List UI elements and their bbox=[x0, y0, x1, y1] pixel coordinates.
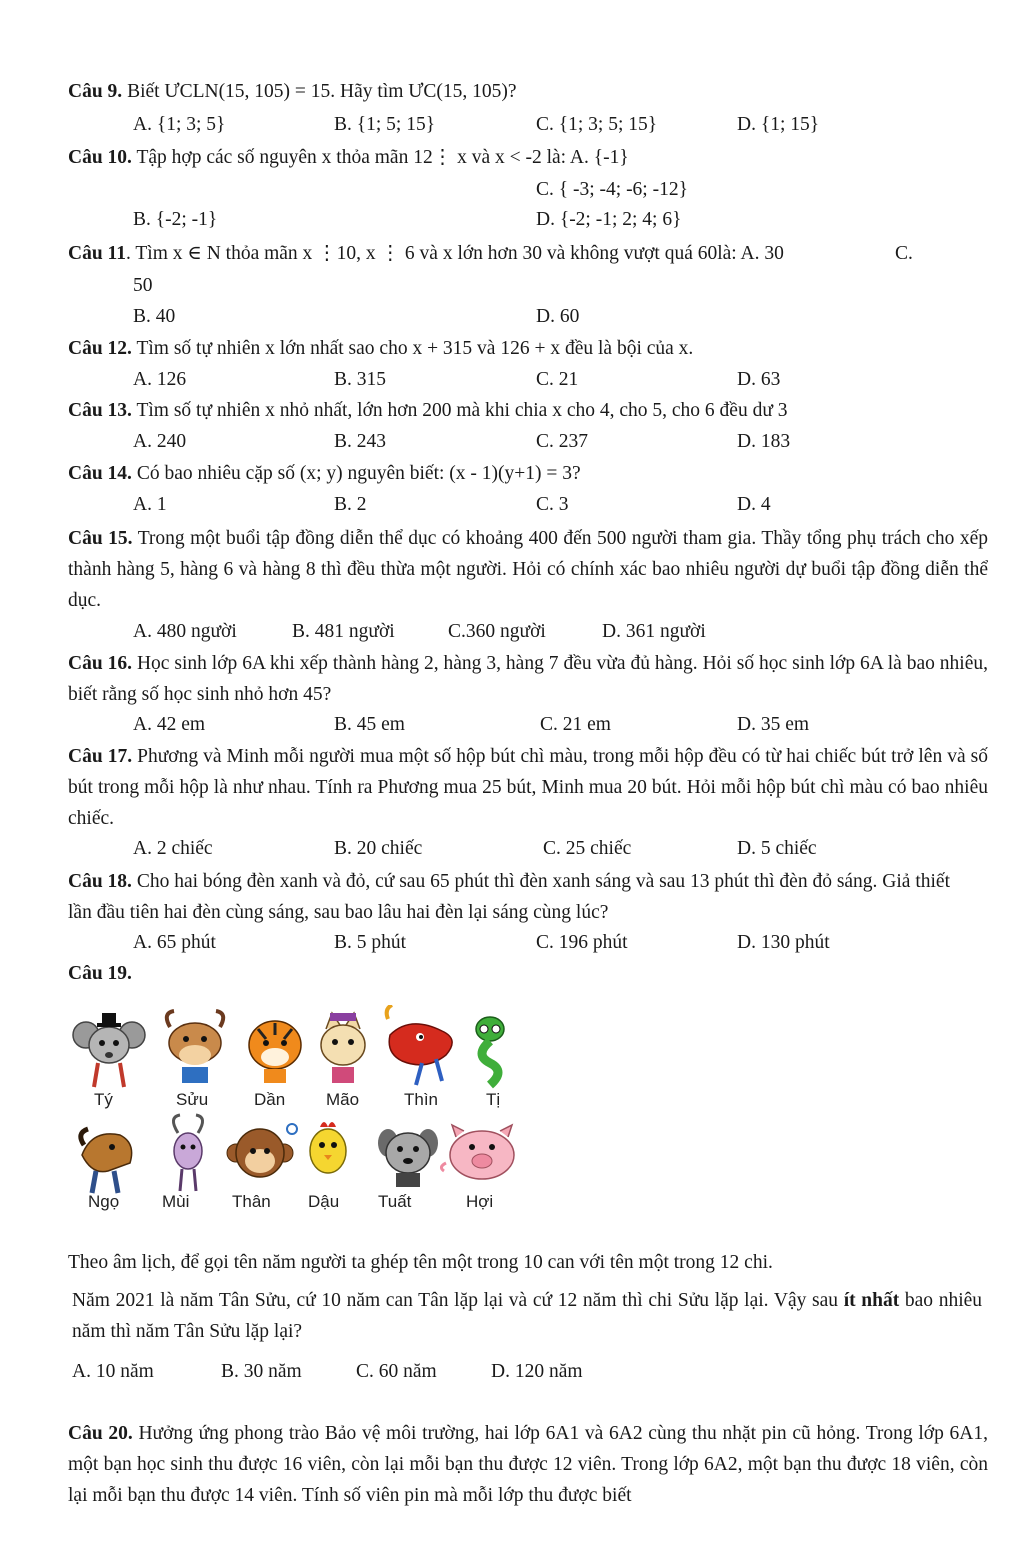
question-15 bbox=[68, 523, 988, 616]
option: B. 30 năm bbox=[221, 1361, 302, 1382]
zodiac-label: Dậu bbox=[308, 1192, 340, 1211]
question-label: Câu 14. bbox=[68, 463, 132, 484]
option: C. 237 bbox=[536, 431, 589, 452]
question-text: Tìm số tự nhiên x nhỏ nhất, lớn hơn 200 mà khi chia x cho 4, cho 5, cho 6 đều dư 3 bbox=[136, 400, 788, 421]
option: A. 2 chiếc bbox=[133, 838, 213, 859]
option: B. {1; 5; 15} bbox=[334, 114, 436, 135]
goat-icon bbox=[173, 1115, 202, 1191]
paragraph-text: bao nhiêu năm thì năm Tân Sửu lặp lại? bbox=[72, 1290, 983, 1342]
question-9 bbox=[68, 80, 517, 104]
option: D. {-2; -1; 2; 4; 6} bbox=[536, 209, 682, 230]
monkey-icon bbox=[227, 1124, 297, 1177]
option: D. 361 người bbox=[602, 621, 706, 642]
option: B. 481 người bbox=[292, 621, 395, 642]
option: C. 21 bbox=[536, 369, 579, 390]
option: C.360 người bbox=[448, 621, 546, 642]
option-continuation: 50 bbox=[133, 275, 153, 296]
option: A. 65 phút bbox=[133, 932, 216, 953]
snake-icon bbox=[476, 1017, 504, 1085]
option: B. 5 phút bbox=[334, 932, 407, 953]
option: C. 21 em bbox=[540, 714, 611, 735]
question-10 bbox=[68, 146, 629, 170]
zodiac-label: Thìn bbox=[404, 1090, 439, 1109]
question-19 bbox=[68, 962, 132, 986]
zodiac-label: Mão bbox=[326, 1090, 360, 1109]
option: A. 1 bbox=[133, 494, 167, 515]
zodiac-label: Hợi bbox=[466, 1192, 494, 1211]
question-text: Học sinh lớp 6A khi xếp thành hàng 2, hàng 3, hàng 7 đều vừa đủ hàng. Hỏi số học sinh lớp 6A là bao nhiêu, biết rằng số học sinh nhỏ hơn 45? bbox=[68, 653, 988, 705]
option: D. 5 chiếc bbox=[737, 838, 817, 859]
horse-icon bbox=[81, 1129, 132, 1193]
question-text: Hưởng ứng phong trào Bảo vệ môi trường, hai lớp 6A1 và 6A2 cùng thu nhặt pin cũ hỏng. Trong lớp 6A1, một bạn học sinh thu được 16 viên, còn lại mỗi bạn thu được 12 viên. Trong lớp 6A2, một bạn thu được 18 viên, còn lại mỗi bạn thu được 14 viên. Tính số viên pin mà mỗi lớp thu được biết bbox=[68, 1423, 988, 1506]
question-text: . Tìm x ∈ N thỏa mãn x ⋮10, x ⋮ 6 và x lớn hơn 30 và không vượt quá 60là: A. 30 bbox=[125, 243, 784, 264]
option: D. 4 bbox=[737, 494, 771, 515]
option: A. {1; 3; 5} bbox=[133, 114, 226, 135]
option: D. 120 năm bbox=[491, 1361, 583, 1382]
paragraph: Theo âm lịch, để gọi tên năm người ta ghép tên một trong 10 can với tên một trong 12 chi. bbox=[68, 1252, 773, 1273]
option: C. 25 chiếc bbox=[543, 838, 632, 859]
option: C. 3 bbox=[536, 494, 569, 515]
question-label: Câu 9. bbox=[68, 81, 123, 102]
ox-icon bbox=[167, 1011, 223, 1083]
option: A. 480 người bbox=[133, 621, 237, 642]
option: C. bbox=[895, 243, 913, 264]
question-13 bbox=[68, 399, 788, 423]
question-text: Tìm số tự nhiên x lớn nhất sao cho x + 315 và 126 + x đều là bội của x. bbox=[136, 338, 694, 359]
zodiac-label: Mùi bbox=[162, 1192, 190, 1211]
zodiac-label: Sửu bbox=[176, 1090, 209, 1109]
question-text: Biết ƯCLN(15, 105) = 15. Hãy tìm ƯC(15, 105)? bbox=[127, 81, 517, 102]
zodiac-label: Thân bbox=[232, 1192, 271, 1211]
zodiac-label: Dần bbox=[254, 1090, 286, 1109]
question-label: Câu 19. bbox=[68, 963, 132, 984]
emphasis: nhất bbox=[861, 1290, 900, 1311]
option: A. 10 năm bbox=[72, 1361, 154, 1382]
option: C. 196 phút bbox=[536, 932, 628, 953]
question-label: Câu 15. bbox=[68, 528, 133, 549]
zodiac-illustration bbox=[70, 1005, 530, 1235]
rat-icon bbox=[73, 1013, 145, 1087]
question-label: Câu 20. bbox=[68, 1423, 133, 1444]
option: D. 60 bbox=[536, 306, 580, 327]
option: B. 45 em bbox=[334, 714, 405, 735]
option: D. 35 em bbox=[737, 714, 810, 735]
question-14 bbox=[68, 462, 581, 486]
option: D. 130 phút bbox=[737, 932, 830, 953]
cat-icon bbox=[321, 1013, 365, 1083]
option: C. 60 năm bbox=[356, 1361, 437, 1382]
option: B. 40 bbox=[133, 306, 176, 327]
question-11 bbox=[68, 242, 784, 266]
dragon-icon bbox=[387, 1005, 452, 1085]
question-16 bbox=[68, 648, 988, 710]
zodiac-label: Tị bbox=[486, 1090, 501, 1109]
question-text: Tập hợp các số nguyên x thỏa mãn 12⋮ x và x < -2 là: A. {-1} bbox=[136, 147, 629, 168]
option: A. 126 bbox=[133, 369, 187, 390]
option: A. 42 em bbox=[133, 714, 206, 735]
option: B. 20 chiếc bbox=[334, 838, 423, 859]
paragraph-text: Năm 2021 là năm Tân Sửu, cứ 10 năm can Tân lặp lại và cứ 12 năm thì chi Sửu lặp lại. Vậy sau bbox=[72, 1290, 839, 1311]
option: D. 183 bbox=[737, 431, 791, 452]
option: B. 315 bbox=[334, 369, 387, 390]
question-text: Có bao nhiêu cặp số (x; y) nguyên biết: (x - 1)(y+1) = 3? bbox=[136, 463, 581, 484]
question-17 bbox=[68, 741, 988, 834]
option: C. {1; 3; 5; 15} bbox=[536, 114, 658, 135]
zodiac-label: Tuất bbox=[378, 1192, 412, 1211]
zodiac-label: Tý bbox=[94, 1090, 113, 1109]
option: C. { -3; -4; -6; -12} bbox=[536, 179, 688, 200]
tiger-icon bbox=[249, 1021, 301, 1083]
question-label: Câu 16. bbox=[68, 653, 132, 674]
rooster-icon bbox=[310, 1122, 346, 1173]
option: A. 240 bbox=[133, 431, 187, 452]
question-label: Câu 12. bbox=[68, 338, 132, 359]
question-label: Câu 10. bbox=[68, 147, 132, 168]
question-label: Câu 18. bbox=[68, 871, 132, 892]
question-label: Câu 11 bbox=[68, 243, 126, 264]
option: B. {-2; -1} bbox=[133, 209, 218, 230]
question-text: Phương và Minh mỗi người mua một số hộp bút chì màu, trong mỗi hộp đều có từ hai chiếc bút trở lên và số bút trong mỗi hộp là như nhau. Tính ra Phương mua 25 bút, Minh mua 20 bút. Hỏi mỗi hộp bút chì màu có bao nhiêu chiếc. bbox=[68, 746, 988, 829]
question-label: Câu 17. bbox=[68, 746, 133, 767]
question-12 bbox=[68, 337, 693, 361]
option: D. {1; 15} bbox=[737, 114, 820, 135]
pig-icon bbox=[441, 1125, 514, 1179]
dog-icon bbox=[378, 1129, 438, 1187]
question-20 bbox=[68, 1418, 988, 1511]
option: B. 243 bbox=[334, 431, 387, 452]
question-18 bbox=[68, 866, 958, 928]
paragraph bbox=[72, 1285, 982, 1347]
question-label: Câu 13. bbox=[68, 400, 132, 421]
question-text: Cho hai bóng đèn xanh và đỏ, cứ sau 65 phút thì đèn xanh sáng và sau 13 phút thì đèn đỏ sáng. Giả thiết lần đầu tiên hai đèn cùng sáng, sau bao lâu hai đèn lại sáng cùng lúc? bbox=[68, 871, 950, 923]
option: D. 63 bbox=[737, 369, 781, 390]
emphasis: ít bbox=[843, 1290, 856, 1311]
zodiac-label: Ngọ bbox=[88, 1192, 120, 1211]
option: B. 2 bbox=[334, 494, 367, 515]
question-text: Trong một buổi tập đồng diễn thể dục có khoảng 400 đến 500 người tham gia. Thầy tổng phụ trách cho xếp thành hàng 5, hàng 6 và hàng 8 thì đều thừa một người. Hỏi có chính xác bao nhiêu người dự buổi tập đồng diễn thể dục. bbox=[68, 528, 988, 611]
